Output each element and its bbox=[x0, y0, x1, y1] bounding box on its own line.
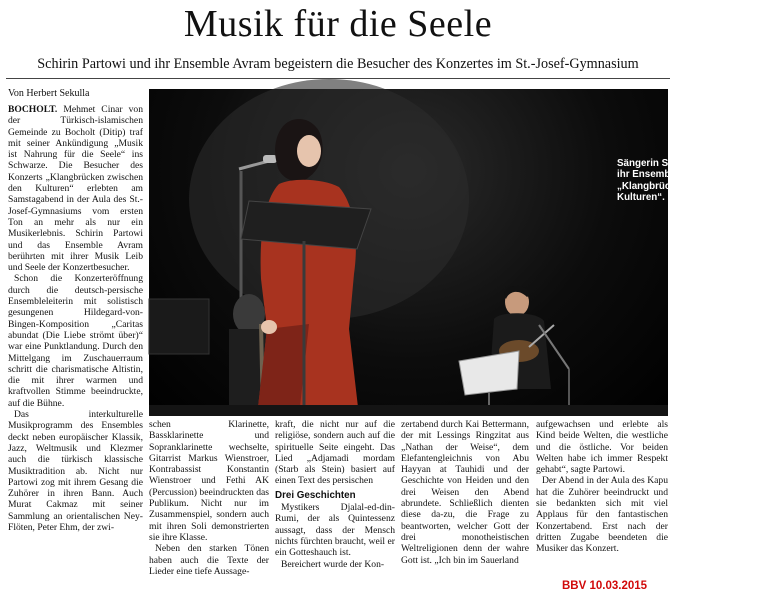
paragraph: Neben den starken Tönen haben auch die Texte der Lieder eine tiefe Aussage- bbox=[149, 543, 269, 577]
publication-date-stamp: BBV 10.03.2015 bbox=[562, 580, 648, 592]
concert-photo-illustration bbox=[149, 89, 668, 416]
dateline-city: BOCHOLT. bbox=[8, 104, 58, 115]
paragraph: schen Klarinette, Bassklarinette und Sopranklarinette wechselte, Gitarrist Markus Wienstroer, Kontrabassist Konstantin Wienstroer und Fethi AK (Percussion) beeindruckten das Publikum. Nicht nur im Zusammenspiel, sondern auch mit ihren Soli demonstrierten sie ihre Klasse. bbox=[149, 419, 269, 543]
paragraph: Bereichert wurde der Kon- bbox=[281, 558, 385, 570]
paragraph: Das interkulturelle Musikprogramm des Ensembles deckt neben europäischer Klassik, Jazz, Weltmusik und Klezmer auch die türkisch klassische Musiktradition ab. Nicht nur Partowi zog mit ihrem Gesang die Zuhörer in ihren Bann. Auch Murat Cakmaz mit seiner Sammlung an orientalischen Ney-Flöten, Peter Ehm, der zwi- bbox=[8, 409, 143, 533]
byline: Von Herbert Sekulla bbox=[8, 88, 90, 99]
article-column-1 bbox=[8, 104, 143, 596]
article-column-4 bbox=[401, 419, 529, 596]
divider-rule bbox=[6, 78, 670, 79]
photo-caption: Sängerin Schirin Partowi und ihr Ensemble Avram schlagen „Klangbrücken zwischen den Kulturen“. bbox=[617, 158, 757, 204]
paragraph: Mystikers Djalal-ed-din-Rumi, der als Quintessenz aussagt, dass der Mensch nichts fürchten braucht, weil er ein Gotteshauch ist. bbox=[275, 502, 395, 559]
article-column-5 bbox=[536, 419, 668, 577]
paragraph: kraft, die nicht nur auf die religiöse, sondern auch auf die spirituelle Seite eingeht. Das Lied „Adjamadi mordam (Starb als Stein) basiert auf einen Text des persischen bbox=[275, 419, 395, 487]
article-column-3 bbox=[275, 419, 395, 596]
subheadline: Schirin Partowi und ihr Ensemble Avram begeistern die Besucher des Konzertes im St.-Josef-Gymnasium bbox=[37, 56, 639, 72]
paragraph: Der Abend in der Aula des Kapu hat die Zuhörer beeindruckt und sie bedankten sich mit viel Applaus für den fantastischen Konzertabend. Erst nach der dritten Zugabe beendeten die Musiker das Konzert. bbox=[536, 475, 668, 555]
paragraph: Schon die Konzerteröffnung durch die deutsch-persische Ensembleleiterin mit solistisch gesungenen Hildegard-von-Bingen-Komposition „Caritas abundat (Die Liebe strömt über)“ war eine Punktlandung. Durch den Mittelgang im Zuschauerraum schritt die charismatische Altistin, die mit ihrer warmen und kraftvollen Stimme beeindruckte, auf die Bühne. bbox=[8, 273, 143, 409]
paragraph: aufgewachsen und erlebte als Kind beide Welten, die westliche und die östliche. Vor beiden Welten habe ich immer Respekt gehabt“, sagte Partowi. bbox=[536, 419, 668, 476]
article-column-2 bbox=[149, 419, 269, 596]
paragraph: Mehmet Cinar von der Türkisch-islamischen Gemeinde zu Bocholt (Ditip) traf mit seiner Ankündigung „Musik ist Nahrung für die Seele“ ins Schwarze. Die Besucher des Konzerts „Klangbrücken zwischen den Kulturen“ erlebten am Samstagabend in der Aula des St.-Josef-Gymnasiums vom ersten Ton an mehr als nur ein Musikerlebnis. Schirin Partowi und das Ensemble Avram berührten mit ihrer Musik Leib und Seele der Konzertbesucher. bbox=[8, 104, 143, 274]
section-subtitle: Drei Geschichten bbox=[275, 489, 356, 501]
photo-credit: Foto: Herbert Sekulla bbox=[683, 216, 709, 243]
paragraph: zertabend durch Kai Bettermann, der mit Lessings Ringzitat aus „Nathan der Weise“, dem Elefantengleichnis von Abu Hayyan at Tauhidi und der Geschichte von Heiden und den drei Weisen den Abend abrundete. Schließlich dienten diese da-zu, die Frage zu beantworten, welcher Gott der drei monotheistischen Weltreligionen denn der wahre Gott ist. „Ich bin im Sauerland bbox=[401, 419, 529, 566]
headline: Musik für die Seele bbox=[183, 3, 493, 45]
concert-photo bbox=[149, 89, 757, 416]
